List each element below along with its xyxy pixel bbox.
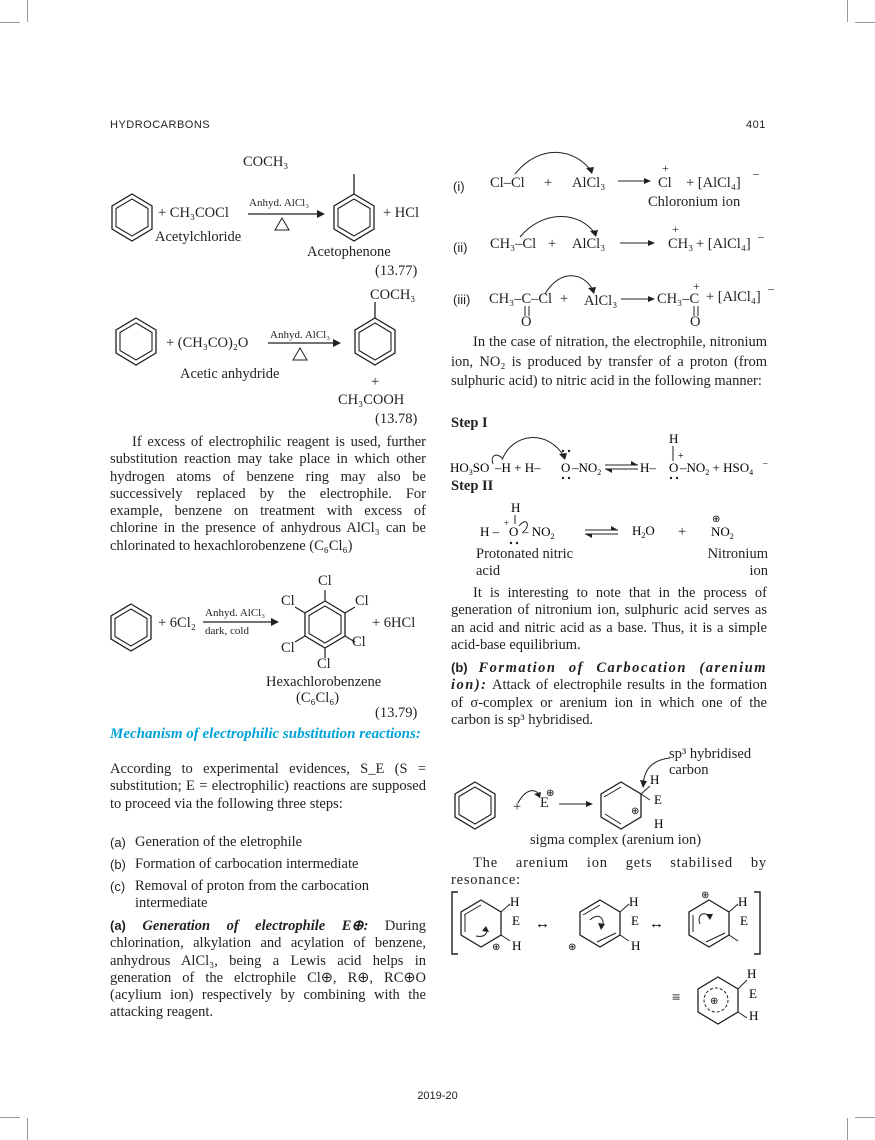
svg-text:H: H bbox=[654, 816, 664, 831]
svg-text:O: O bbox=[561, 460, 571, 475]
svg-text:H–: H– bbox=[640, 460, 656, 475]
eq-ii-prod1: CH₃ bbox=[668, 236, 694, 252]
svg-text:–NO2 + HSO4: $-NO_2 + HSO_4$ bbox=[680, 460, 754, 477]
svg-text:H2O: $H_2O$ bbox=[632, 523, 655, 540]
eq79-cl-upper-right: Cl bbox=[355, 593, 369, 609]
list-label: (a) bbox=[110, 835, 126, 850]
crop-mark bbox=[847, 0, 848, 22]
eq-iii-plus: + bbox=[560, 291, 569, 307]
running-header: HYDROCARBONS bbox=[110, 119, 211, 131]
svg-text:E: E bbox=[631, 913, 639, 928]
svg-text:–NO2: $-NO_2$ bbox=[572, 460, 602, 477]
svg-text:E: E bbox=[654, 792, 662, 807]
subsection-label-b: (b) bbox=[451, 660, 468, 675]
paragraph-generation-electrophile bbox=[110, 917, 426, 1022]
sigma-caption: sigma complex (arenium ion) bbox=[530, 832, 702, 848]
svg-text:↔: ↔ bbox=[649, 916, 664, 932]
svg-text:NO2: $NO_2$ bbox=[711, 524, 734, 541]
svg-text:– NO2: – $NO_2$ bbox=[522, 524, 555, 541]
paragraph-carbocation bbox=[451, 659, 767, 729]
list-item bbox=[110, 834, 426, 851]
svg-text:H –: H – bbox=[480, 524, 500, 539]
step-2-equation bbox=[475, 496, 775, 548]
list-label: (b) bbox=[110, 857, 126, 872]
svg-text:H: H bbox=[631, 938, 641, 953]
eq-ii-lhs1: CH₃–Cl bbox=[490, 236, 537, 252]
eq-ii-prod2: + [AlCl₄] bbox=[696, 236, 751, 252]
charge-plus: + bbox=[693, 279, 700, 293]
eq78-byproduct: CH₃COOH bbox=[338, 392, 405, 408]
eq-i-name: Chloronium ion bbox=[648, 194, 741, 210]
svg-text:H: H bbox=[511, 500, 521, 515]
step-2-plus: + bbox=[678, 524, 687, 540]
step-1-equation bbox=[448, 428, 778, 480]
eq79-product-name: Hexachlorobenzene bbox=[266, 674, 382, 690]
crop-mark bbox=[847, 1118, 848, 1140]
svg-text:⊕: ⊕ bbox=[546, 788, 555, 799]
step-1-label: Step I bbox=[451, 415, 488, 431]
eq79-cl-upper-left: Cl bbox=[281, 593, 295, 609]
eq79-byproduct: + 6HCl bbox=[372, 615, 416, 631]
svg-text:↔: ↔ bbox=[535, 916, 550, 932]
charge-minus: – bbox=[753, 166, 759, 180]
svg-text:–: – bbox=[763, 458, 768, 468]
eq77-reactant-name: Acetylchloride bbox=[155, 229, 242, 245]
list-text: Removal of proton from the carbocation intermediate bbox=[135, 878, 369, 911]
eq79-number: (13.79) bbox=[375, 705, 418, 721]
subsection-text-a: During chlorination, alkylation and acylation of benzene, anhydrous AlCl₃, being a Lewis acid helps in generation of the elctrophile Cl⊕, R⊕, RC⊕O (acylium ion) respectively by combining with the attacking reagent. bbox=[110, 918, 427, 1021]
eq-iii-prod1: CH₃–C bbox=[657, 291, 700, 307]
list-label: (c) bbox=[110, 879, 126, 894]
svg-text:⊕: ⊕ bbox=[712, 514, 721, 525]
paragraph-excess-reagent: If excess of electrophilic reagent is used, further substitution reaction may take place in which other hydrogen atoms of benzene ring may also be successively replaced by the electrophile. For example, benzene on treatment with excess of chlorine in the presence of anhydrous AlCl₃ can be chlorinated to hexachlorobenzene (C₆Cl₆) bbox=[110, 434, 426, 554]
list-item bbox=[110, 878, 426, 912]
eq-ii-label: (ii) bbox=[453, 240, 468, 255]
sigma-plus: + bbox=[513, 799, 522, 815]
list-text: Formation of carbocation intermediate bbox=[135, 856, 359, 872]
subsection-title-a: Generation of electrophile E⊕: bbox=[142, 918, 369, 934]
step-2-protonated-label: Protonated nitric acid bbox=[476, 546, 574, 579]
eq-iii-label: (iii) bbox=[453, 292, 471, 307]
eq79-reactant: + 6Cl₂ bbox=[158, 615, 196, 631]
subsection-text-b: Attack of electrophile results in the formation of σ-complex or arenium ion in which one of the carbon is sp³ hybridised. bbox=[451, 677, 767, 728]
svg-text:H: H bbox=[749, 1008, 759, 1023]
paragraph-nitration: In the case of nitration, the electrophile, nitronium ion, NO₂ is produced by transfer of a proton (from sulphuric acid) to nitric acid in the following manner: bbox=[451, 334, 767, 389]
step-2-label: Step II bbox=[451, 478, 494, 494]
svg-text:≡: ≡ bbox=[672, 990, 681, 1006]
crop-mark bbox=[27, 1118, 28, 1140]
eq78-number: (13.78) bbox=[375, 411, 418, 427]
charge-minus: – bbox=[768, 281, 774, 295]
eq-ii-lhs2: AlCl₃ bbox=[572, 236, 606, 252]
sp3-note: sp³ hybridised carbon bbox=[669, 746, 752, 778]
eq-iii-oxygen-right: O bbox=[690, 314, 701, 330]
svg-text:HO3SO: $HO_3SO$ bbox=[450, 460, 490, 477]
crop-mark bbox=[855, 1117, 875, 1118]
eq-iii-lhs2: AlCl₃ bbox=[584, 293, 618, 309]
svg-text:O: O bbox=[669, 460, 679, 475]
eq-iii-oxygen-left: O bbox=[521, 314, 532, 330]
charge-plus: + bbox=[662, 161, 669, 175]
eq79-product-formula: (C₆Cl₆) bbox=[296, 690, 340, 706]
eq77-number: (13.77) bbox=[375, 263, 418, 279]
eq-i-lhs1: Cl–Cl bbox=[490, 175, 525, 191]
mechanism-steps-list bbox=[110, 834, 426, 917]
eq77-byproduct: + HCl bbox=[383, 205, 419, 221]
subsection-title-b: Formation of Carbocation (arenium ion): bbox=[451, 660, 767, 694]
section-heading-mechanism: Mechanism of electrophilic substitution reactions: bbox=[110, 726, 421, 742]
svg-text:H: H bbox=[747, 966, 757, 981]
subsection-label-a: (a) bbox=[110, 918, 126, 933]
svg-text:E: E bbox=[749, 986, 757, 1001]
eq79-reagent-top: Anhyd. AlCl₃ bbox=[205, 607, 266, 619]
page-number: 401 bbox=[746, 119, 766, 131]
eq77-substituent: COCH₃ bbox=[243, 154, 289, 170]
eq79-cl-lower-right: Cl bbox=[352, 634, 366, 650]
resonance-structures bbox=[448, 884, 778, 1028]
eq78-reactant-name: Acetic anhydride bbox=[180, 366, 280, 382]
svg-text:⊕: ⊕ bbox=[701, 890, 710, 901]
eq-i-lhs2: AlCl₃ bbox=[572, 175, 606, 191]
crop-mark bbox=[0, 1117, 20, 1118]
paragraph-acid-base: It is interesting to note that in the process of generation of nitronium ion, sulphuric acid serves as an acid and nitric acid as a base. Thus, it is a simple acid-base equilibrium. bbox=[451, 585, 767, 653]
eq77-reactant: + CH₃COCl bbox=[158, 205, 229, 221]
step-2-nitronium-label: Nitronium ion bbox=[707, 546, 768, 579]
list-item bbox=[110, 856, 426, 873]
charge-minus: – bbox=[758, 229, 764, 243]
eq-i-plus: + bbox=[544, 175, 553, 191]
paragraph-mechanism-intro: According to experimental evidences, S_E (S = substitution; E = electrophilic) reactions are supposed to proceed via the following three steps: bbox=[110, 761, 426, 812]
equation-13-79 bbox=[105, 578, 435, 688]
eq78-reagent: Anhyd. AlCl₃ bbox=[270, 329, 331, 341]
svg-text:H: H bbox=[650, 772, 660, 787]
svg-text:–H + H–: –H + H– bbox=[495, 460, 541, 475]
charge-plus: + bbox=[672, 222, 679, 236]
eq79-cl-lower-left: Cl bbox=[281, 640, 295, 656]
crop-mark bbox=[27, 0, 28, 22]
svg-text:⊕: ⊕ bbox=[492, 942, 501, 953]
eq-ii-plus: + bbox=[548, 236, 557, 252]
paragraph-resonance: The arenium ion gets stabilised by resonance: bbox=[451, 855, 767, 889]
eq79-cl-top: Cl bbox=[318, 573, 332, 589]
crop-mark bbox=[855, 22, 875, 23]
crop-mark bbox=[0, 22, 20, 23]
footer-year: 2019-20 bbox=[417, 1090, 458, 1102]
eq79-cl-bottom: Cl bbox=[317, 656, 331, 672]
eq-i-prod1: Cl bbox=[658, 175, 672, 191]
eq77-reagent: Anhyd. AlCl₃ bbox=[249, 197, 310, 209]
svg-text:+: + bbox=[678, 451, 684, 462]
eq77-product-name: Acetophenone bbox=[307, 244, 391, 260]
eq-i-prod2: + [AlCl₄] bbox=[686, 175, 741, 191]
svg-text:H: H bbox=[512, 938, 522, 953]
svg-text:E: E bbox=[740, 913, 748, 928]
svg-text:⊕: ⊕ bbox=[631, 806, 640, 817]
eq78-reactant: + (CH₃CO)₂O bbox=[166, 335, 249, 351]
eq78-plus: + bbox=[371, 374, 380, 390]
svg-text:H: H bbox=[510, 894, 520, 909]
svg-text:H: H bbox=[629, 894, 639, 909]
eq-i-label: (i) bbox=[453, 179, 465, 194]
sigma-electrophile: E bbox=[540, 795, 549, 811]
eq-iii-prod2: + [AlCl₄] bbox=[706, 289, 761, 305]
svg-text:E: E bbox=[512, 913, 520, 928]
svg-text:+: + bbox=[504, 518, 510, 528]
list-text: Generation of the eletrophile bbox=[135, 834, 303, 850]
svg-text:⊕: ⊕ bbox=[568, 942, 577, 953]
eq-iii-lhs1: CH₃–C–Cl bbox=[489, 291, 553, 307]
svg-text:⊕: ⊕ bbox=[710, 996, 719, 1007]
svg-text:O: O bbox=[509, 524, 519, 539]
eq78-substituent: COCH₃ bbox=[370, 287, 416, 303]
svg-text:H: H bbox=[738, 894, 748, 909]
svg-text:H: H bbox=[669, 431, 679, 446]
eq79-reagent-bottom: dark, cold bbox=[205, 625, 249, 637]
